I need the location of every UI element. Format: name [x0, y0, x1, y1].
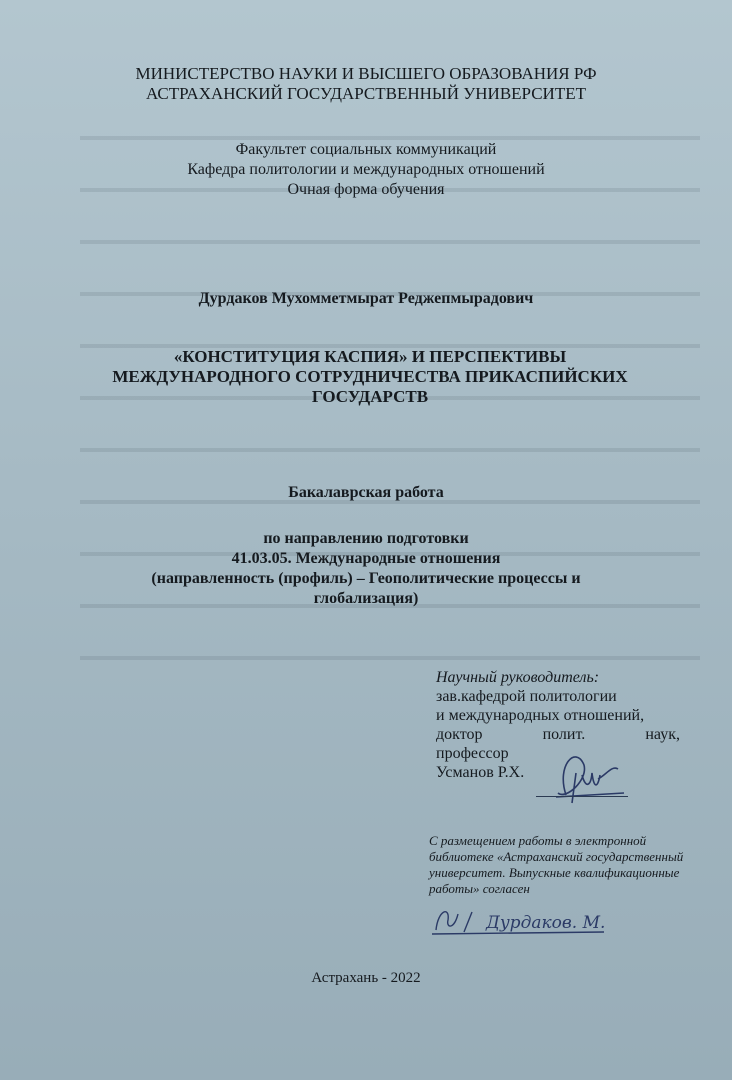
degree-word-3: наук, [645, 726, 680, 743]
faculty-line: Факультет социальных коммуникаций [235, 141, 497, 158]
supervisor-name: Усманов Р.Х. [436, 764, 525, 781]
consent-block [429, 833, 689, 897]
thesis-title: «КОНСТИТУЦИЯ КАСПИЯ» И ПЕРСПЕКТИВЫ МЕЖДУНАРОДНОГО СОТРУДНИЧЕСТВА ПРИКАСПИЙСКИХ ГОСУДАРСТВ [112, 347, 628, 406]
supervisor-degree [436, 725, 680, 744]
ministry-header [0, 64, 732, 104]
supervisor-position-2: и международных отношений, [436, 707, 645, 724]
university-line: АСТРАХАНСКИЙ ГОСУДАРСТВЕННЫЙ УНИВЕРСИТЕТ [146, 84, 586, 103]
supervisor-signature [536, 745, 626, 810]
supervisor-caption: Научный руководитель: [436, 669, 600, 686]
ministry-line: МИНИСТЕРСТВО НАУКИ И ВЫСШЕГО ОБРАЗОВАНИЯ РФ [135, 64, 597, 83]
study-form-line: Очная форма обучения [287, 181, 445, 198]
department-line: Кафедра политологии и международных отношений [187, 161, 545, 178]
supervisor-rank: профессор [436, 745, 509, 762]
author-signature-text: Дурдаков. М. [486, 913, 606, 933]
direction-profile: (направленность (профиль) – Геополитические процессы и глобализация) [151, 570, 581, 607]
direction-code: 41.03.05. Международные отношения [231, 550, 501, 567]
author-signature [428, 900, 608, 940]
signature-line [536, 796, 628, 797]
degree-word-1: доктор [436, 726, 483, 743]
consent-text: С размещением работы в электронной библиотеке «Астраханский государственный университет. Выпускные квалификационные работы» согласен [429, 833, 684, 896]
city-year: Астрахань - 2022 [311, 970, 421, 986]
faculty-block [0, 140, 732, 200]
supervisor-position-1: зав.кафедрой политологии [436, 688, 617, 705]
direction-line: по направлению подготовки [263, 530, 469, 547]
work-type: Бакалаврская работа [288, 484, 444, 501]
author-name: Дурдаков Мухомметмырат Реджепмырадович [198, 290, 534, 307]
direction-block [0, 529, 732, 609]
degree-word-2: полит. [542, 726, 586, 743]
